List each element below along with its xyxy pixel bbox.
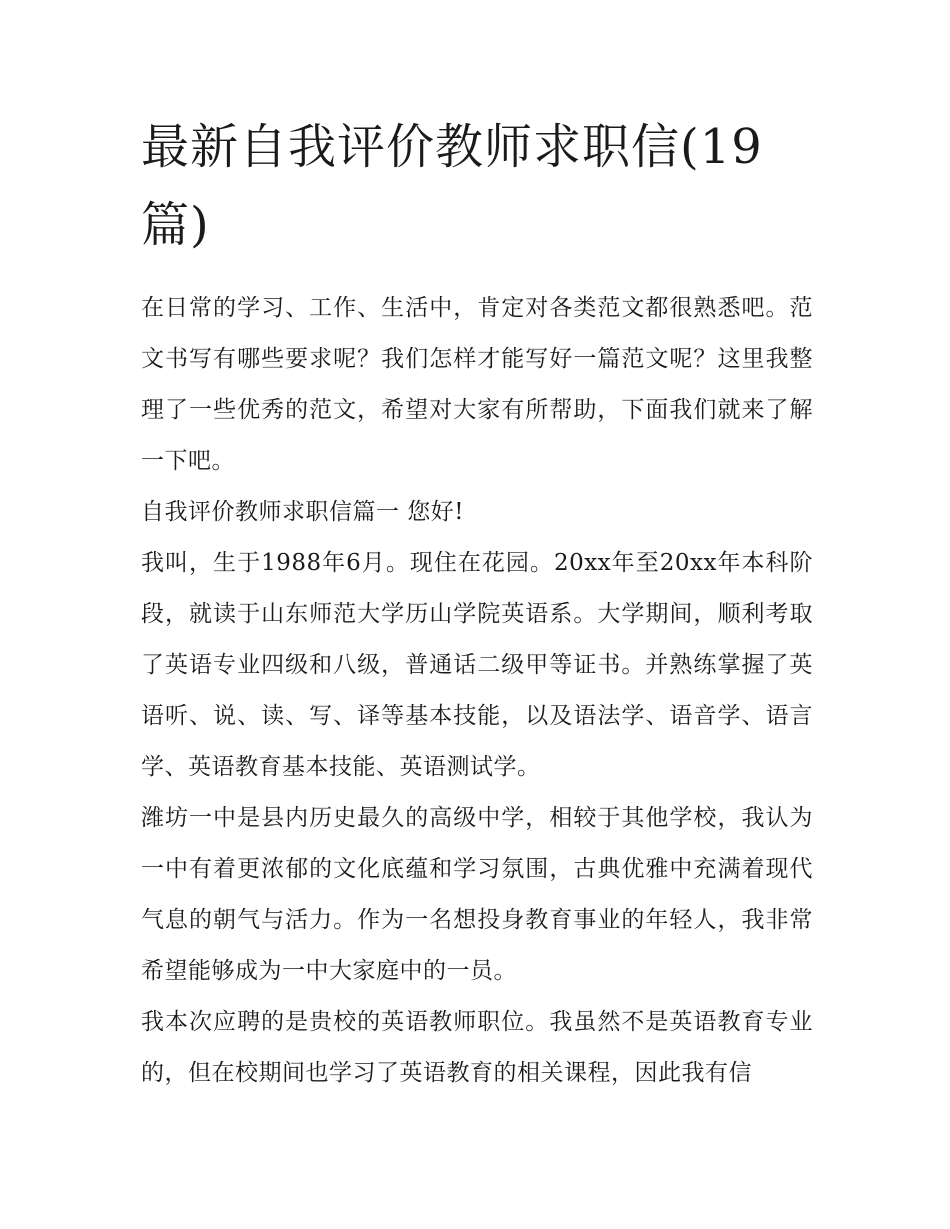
paragraph-position: 我本次应聘的是贵校的英语教师职位。我虽然不是英语教育专业的，但在校期间也学习了英语教育的相关课程，因此我有信 <box>141 1009 813 1086</box>
paragraph-letter-heading: 自我评价教师求职信篇一 您好! <box>141 499 465 525</box>
paragraph-background: 我叫，生于1988年6月。现住在花园。20xx年至20xx年本科阶段，就读于山东师范大学历山学院英语系。大学期间，顺利考取了英语专业四级和八级，普通话二级甲等证书。并熟练掌握了英语听、说、读、写、译等基本技能，以及语法学、语音学、语言学、英语教育基本技能、英语测试学。 <box>141 550 813 780</box>
document-title: 最新自我评价教师求职信(19篇) <box>141 119 763 253</box>
paragraph-school: 潍坊一中是县内历史最久的高级中学，相较于其他学校，我认为一中有着更浓郁的文化底蕴和学习氛围，古典优雅中充满着现代气息的朝气与活力。作为一名想投身教育事业的年轻人，我非常希望能够成为一中大家庭中的一员。 <box>141 805 813 984</box>
document-page <box>141 108 813 1099</box>
paragraph-intro: 在日常的学习、工作、生活中，肯定对各类范文都很熟悉吧。范文书写有哪些要求呢？我们怎样才能写好一篇范文呢？这里我整理了一些优秀的范文，希望对大家有所帮助，下面我们就来了解一下吧。 <box>141 295 813 474</box>
